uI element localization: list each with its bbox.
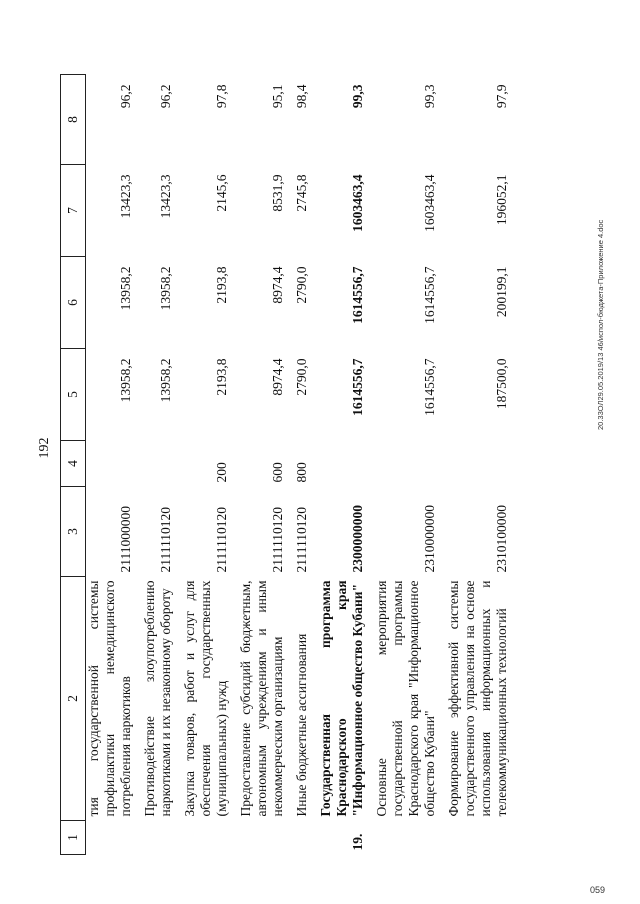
value-cell-5: 8974,4 [270,358,285,396]
row-number-cell [86,821,143,855]
name-cell: тия государственной системы профилактики немедицинского потребления наркотиков [86,580,133,817]
table-row [318,75,374,855]
value-cell-6: 2193,8 [214,266,229,304]
code-cell: 2111110120 [294,507,309,573]
expense-type-cell [446,441,518,487]
percent-cell: 97,9 [494,84,509,109]
percent-cell: 96,2 [118,84,133,109]
code-cell: 2310000000 [422,505,437,573]
name-cell: Закупка товаров, работ и услуг для обеспечения государственных (муниципальных) нужд [182,580,229,817]
row-number-cell [294,821,318,855]
value-cell-7: 2145,6 [214,174,229,212]
header-cell: 7 [61,165,86,257]
value-cell-5: 2790,0 [294,358,309,396]
page-number: 192 [37,437,52,459]
table-row [446,75,518,855]
table-row [238,75,294,855]
value-cell-6: 8974,4 [270,266,285,304]
value-cell-7: 1603463,4 [350,174,365,232]
header-cell: 5 [61,349,86,441]
expense-type-cell [142,441,182,487]
expense-type-cell [86,441,143,487]
row-number-cell [142,821,182,855]
value-cell-5: 1614556,7 [422,358,437,416]
value-cell-5: 2193,8 [214,358,229,396]
code-cell: 2111110120 [158,507,173,573]
table-row [374,75,446,855]
name-cell: Формирование эффективной системы государственного управления на основе использования информационных и телекоммуникационных технологий [446,580,509,817]
expense-type-cell [374,441,446,487]
name-cell: Основные мероприятия государственной программы Краснодарского края "Информационное общество Кубани" [374,580,437,817]
footer-file-path: 20.33ОЛ29.05.2019/13 46/испол-бюджета-Приложение 4.doc [596,219,605,430]
value-cell-6: 2790,0 [294,266,309,304]
header-cell: 6 [61,257,86,349]
value-cell-5: 13958,2 [158,358,173,403]
budget-table-page [60,55,620,855]
table-body [86,75,519,855]
name-cell: Противодействие злоупотреблению наркотиками и их незаконному обороту [142,580,173,817]
header-cell: 2 [61,577,86,821]
table-row [142,75,182,855]
percent-cell: 97,8 [214,84,229,109]
header-cell: 4 [61,441,86,487]
value-cell-7: 196052,1 [494,174,509,226]
value-cell-5: 13958,2 [118,358,133,403]
table-row [86,75,143,855]
value-cell-7: 13423,3 [118,174,133,219]
expense-type-cell: 800 [294,462,309,483]
value-cell-7: 13423,3 [158,174,173,219]
value-cell-6: 13958,2 [158,266,173,311]
code-cell: 2310100000 [494,505,509,573]
budget-table [60,74,518,855]
percent-cell: 99,3 [350,84,365,109]
value-cell-6: 1614556,7 [350,266,365,324]
corner-mark: 059 [590,885,606,895]
expense-type-cell: 200 [214,462,229,483]
row-number-cell [374,821,446,855]
table-row [182,75,238,855]
value-cell-5: 1614556,7 [350,358,365,416]
percent-cell: 99,3 [422,84,437,109]
value-cell-6: 1614556,7 [422,266,437,324]
name-cell: Иные бюджетные ассигнования [294,633,309,817]
code-cell: 2111110120 [214,507,229,573]
value-cell-7: 8531,9 [270,174,285,212]
code-cell: 2111110120 [270,507,285,573]
value-cell-7: 2745,8 [294,174,309,212]
table-row [294,75,318,855]
code-cell: 2300000000 [350,505,365,573]
percent-cell: 98,4 [294,84,309,109]
row-number-cell [182,821,238,855]
row-number-cell [446,821,518,855]
expense-type-cell: 600 [270,462,285,483]
percent-cell: 95,1 [270,84,285,109]
table-header-row [61,75,86,855]
value-cell-6: 200199,1 [494,266,509,318]
value-cell-5: 187500,0 [494,358,509,410]
header-cell: 1 [61,821,86,855]
code-cell: 2111000000 [118,506,133,573]
name-cell: Государственная программа Краснодарского края "Информационное общество Кубани" [318,580,365,817]
header-cell: 8 [61,75,86,165]
row-number-cell: 19. [350,833,365,851]
expense-type-cell [318,441,374,487]
value-cell-6: 13958,2 [118,266,133,311]
name-cell: Предоставление субсидий бюджетным, автономным учреждениям и иным некоммерческим организациям [238,580,285,817]
row-number-cell [238,821,294,855]
header-cell: 3 [61,487,86,577]
percent-cell: 96,2 [158,84,173,109]
value-cell-7: 1603463,4 [422,174,437,232]
